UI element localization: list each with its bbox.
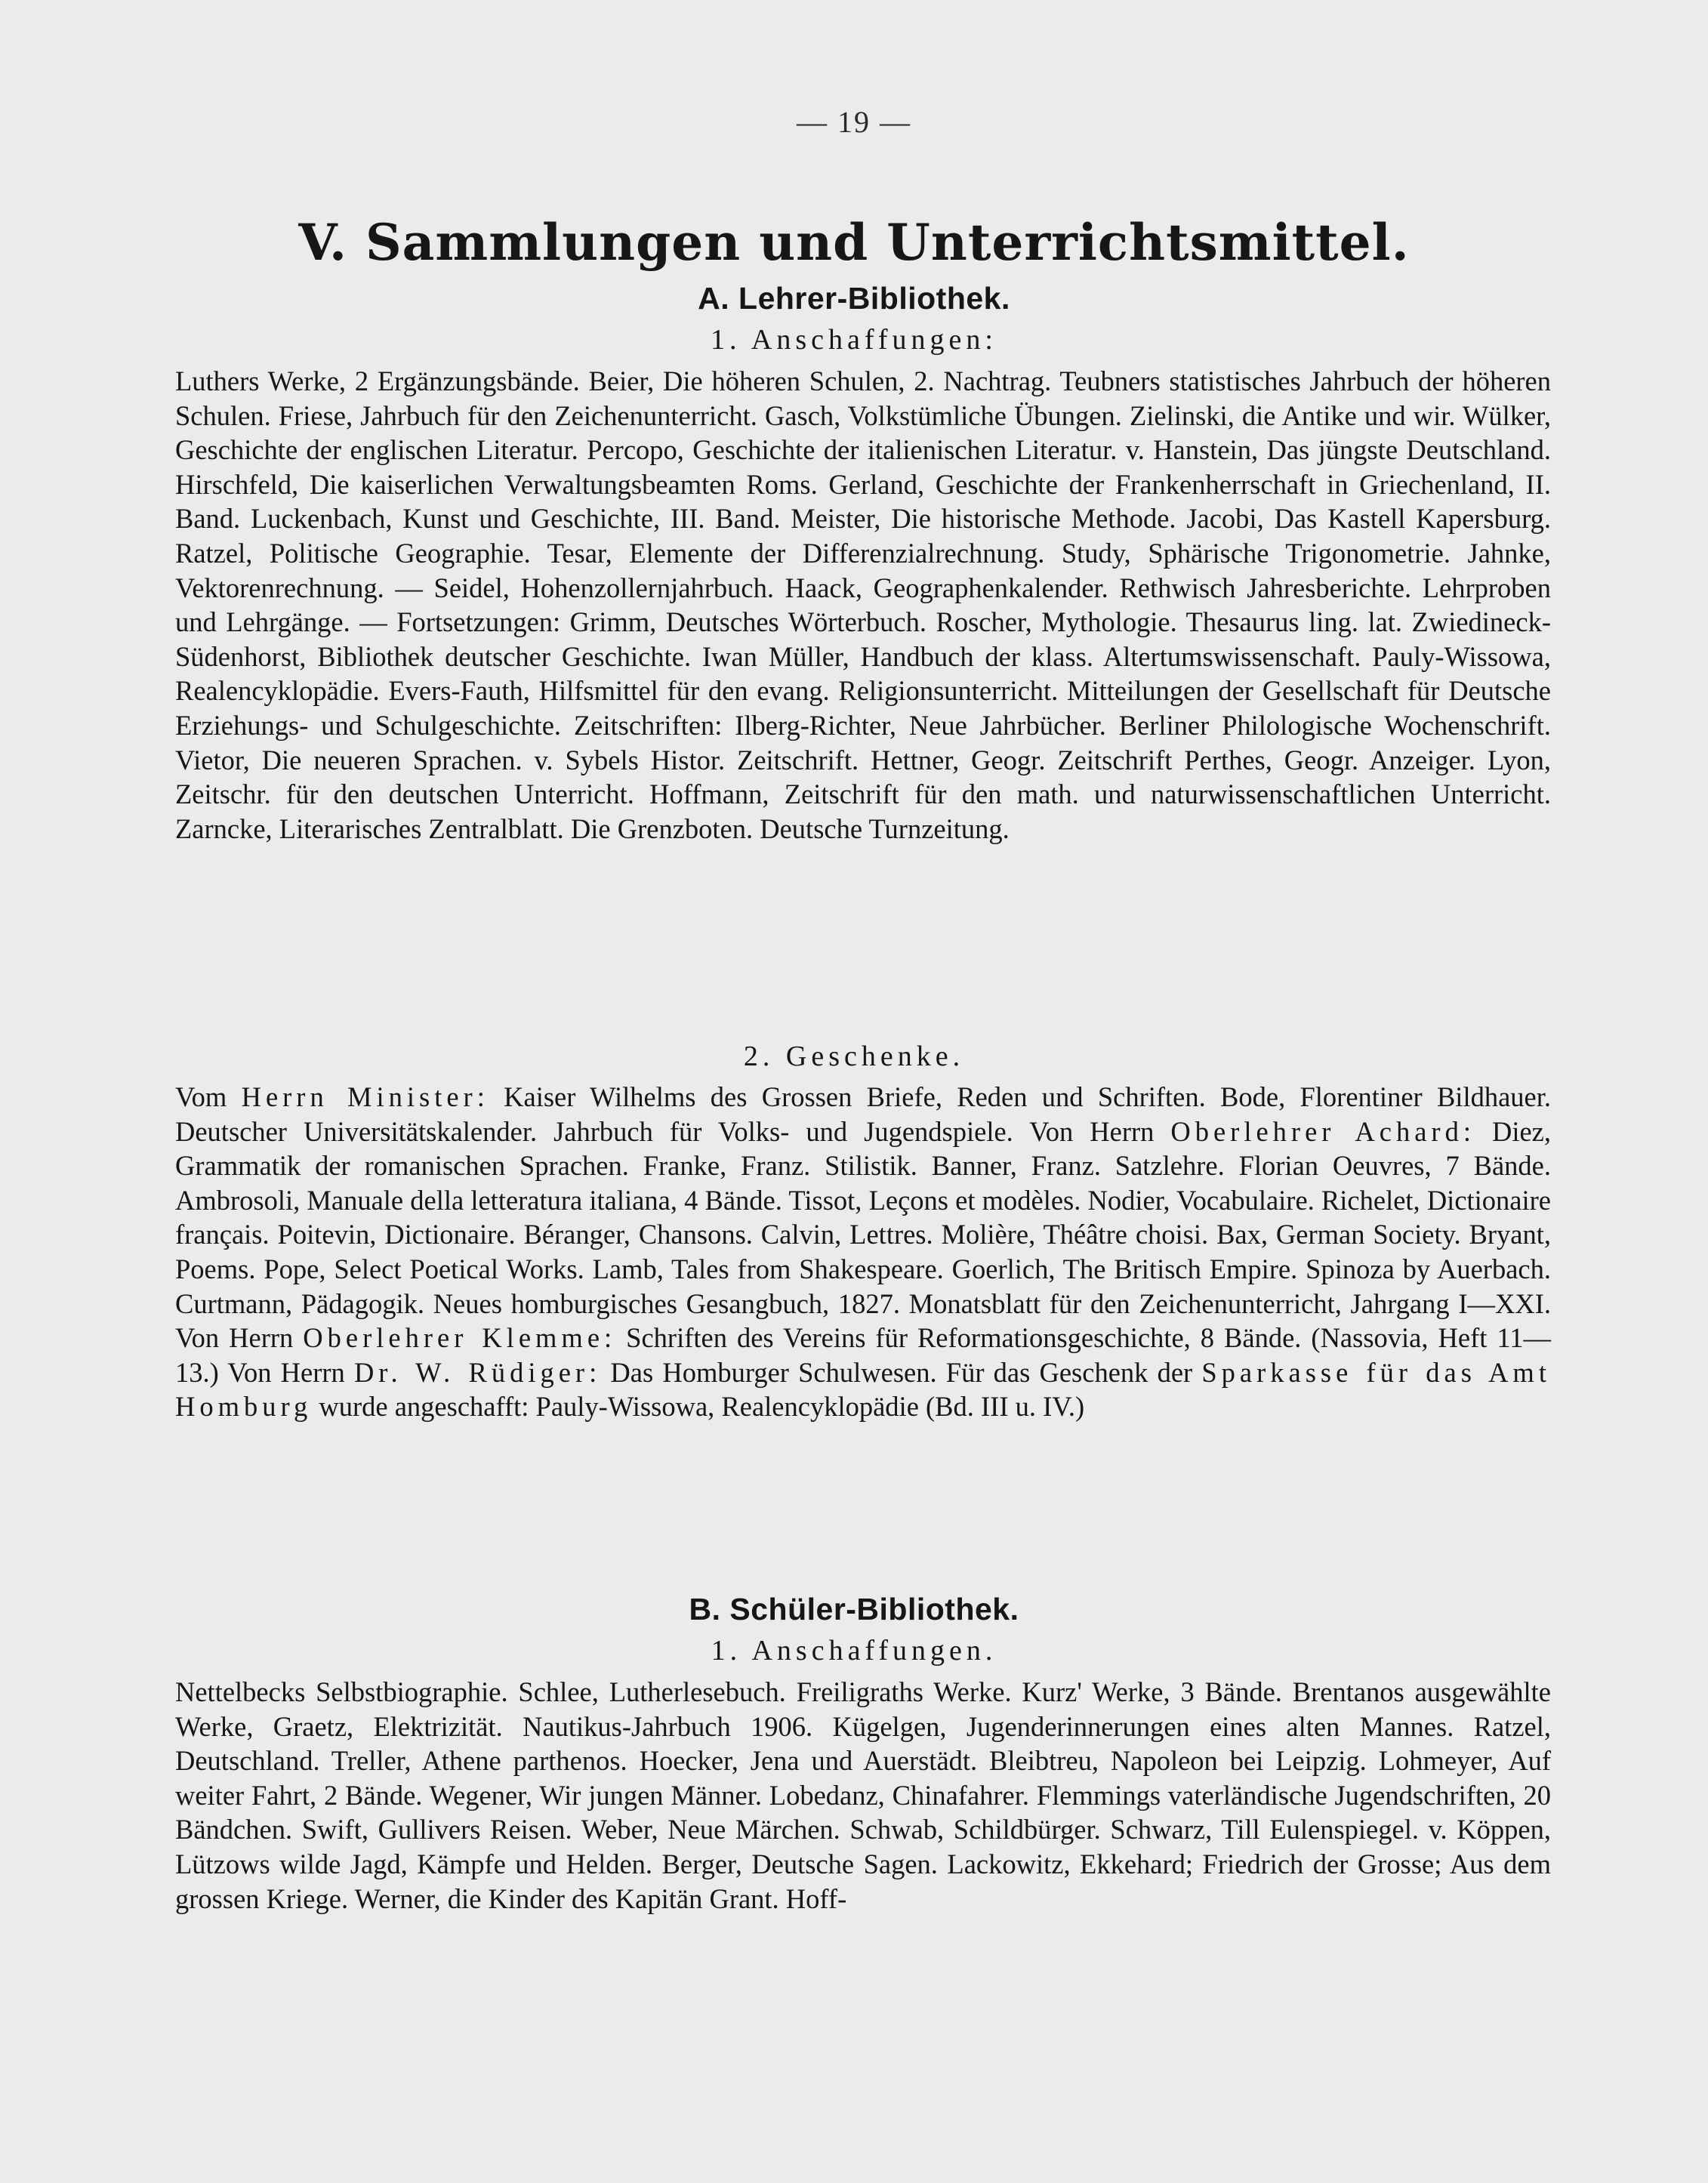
- donor-sparkasse: Sparkasse für das Amt Homburg: [175, 1356, 1551, 1423]
- section-a-heading: A. Lehrer-Bibliothek.: [698, 281, 1010, 316]
- section-a-gifts-heading: 2. Geschenke.: [743, 1041, 965, 1072]
- section-b-heading: B. Schüler-Bibliothek.: [689, 1592, 1019, 1626]
- gifts-text-4: Schriften des Vereins für Reformationsgeschichte, 8 Bände. (Nassovia, Heft 11—13.) Von Herrn: [175, 1322, 1552, 1388]
- gifts-text-1: Vom: [175, 1081, 242, 1112]
- chapter-title: V. Sammlungen und Unterrichtsmittel.: [298, 213, 1410, 272]
- section-b-acquisitions-heading: 1. Anschaffungen.: [711, 1635, 997, 1667]
- donor-klemme: Oberlehrer Klemme:: [303, 1322, 617, 1354]
- section-a-acquisitions-heading: 1. Anschaffungen:: [711, 324, 997, 356]
- section-a-gifts-text: [175, 1080, 1551, 1424]
- page-number: — 19 —: [797, 105, 911, 139]
- gifts-text-2: Kaiser Wilhelms des Grossen Briefe, Reden und Schriften. Bode, Florentiner Bildhauer. Deutscher Universitätskalender. Jahrbuch für Volks- und Jugendspiele. Von Herrn: [175, 1081, 1552, 1147]
- gifts-text-6: wurde angeschafft: Pauly-Wissowa, Realencyklopädie (Bd. III u. IV.): [312, 1391, 1085, 1423]
- donor-minister: Herrn Minister:: [241, 1081, 489, 1112]
- gifts-text-3: Diez, Grammatik der romanischen Sprachen. Franke, Franz. Stilistik. Banner, Franz. Satzlehre. Florian Oeuvres, 7 Bände. Ambrosoli, Manuale della letteratura italiana, 4 Bände. Tissot, Leçons et modèles. Nodier, Vocabulaire. Richelet, Dictionaire français. Poitevin, Dictionaire. Béranger, Chansons. Calvin, Lettres. Molière, Théâtre choisi. Bax, German Society. Bryant, Poems. Pope, Select Poetical Works. Lamb, Tales from Shakespeare. Goerlich, The Britisch Empire. Spinoza by Auerbach. Curtmann, Pädagogik. Neues homburgisches Gesangbuch, 1827. Monatsblatt für den Zeichenunterricht, Jahrgang I—XXI. Von Herrn: [175, 1115, 1552, 1354]
- section-b-acquisitions-text: Nettelbecks Selbstbiographie. Schlee, Lutherlesebuch. Freiligraths Werke. Kurz' Werke, 3 Bände. Brentanos ausgewählte Werke, Graetz, Elektrizität. Nautikus-Jahrbuch 1906. Kügelgen, Jugenderinnerungen eines alten Mannes. Ratzel, Deutschland. Treller, Athene parthenos. Hoecker, Jena und Auerstädt. Bleibtreu, Napoleon bei Leipzig. Lohmeyer, Auf weiter Fahrt, 2 Bände. Wegener, Wir jungen Männer. Lobedanz, Chinafahrer. Flemmings vaterländische Jugendschriften, 20 Bändchen. Swift, Gullivers Reisen. Weber, Neue Märchen. Schwab, Schildbürger. Schwarz, Till Eulenspiegel. v. Köppen, Lützows wilde Jagd, Kämpfe und Helden. Berger, Deutsche Sagen. Lackowitz, Ekkehard; Friedrich der Grosse; Aus dem grossen Kriege. Werner, die Kinder des Kapitän Grant. Hoff-: [175, 1676, 1551, 1914]
- donor-achard: Oberlehrer Achard:: [1170, 1115, 1475, 1147]
- donor-ruediger: Dr. W. Rüdiger:: [353, 1356, 602, 1388]
- section-a-acquisitions-text: Luthers Werke, 2 Ergänzungsbände. Beier, Die höheren Schulen, 2. Nachtrag. Teubners statistisches Jahrbuch der höheren Schulen. Friese, Jahrbuch für den Zeichenunterricht. Gasch, Volkstümliche Übungen. Zielinski, die Antike und wir. Wülker, Geschichte der englischen Literatur. Percopo, Geschichte der italienischen Literatur. v. Hanstein, Das jüngste Deutschland. Hirschfeld, Die kaiserlichen Verwaltungsbeamten Roms. Gerland, Geschichte der Frankenherrschaft in Griechenland, II. Band. Luckenbach, Kunst und Geschichte, III. Band. Meister, Die historische Methode. Jacobi, Das Kastell Kapersburg. Ratzel, Politische Geographie. Tesar, Elemente der Differenzialrechnung. Study, Sphärische Trigonometrie. Jahnke, Vektorenrechnung. — Seidel, Hohenzollernjahrbuch. Haack, Geographenkalender. Rethwisch Jahresberichte. Lehrproben und Lehrgänge. — Fortsetzungen: Grimm, Deutsches Wörterbuch. Roscher, Mythologie. Thesaurus ling. lat. Zwiedineck-Südenhorst, Bibliothek deutscher Geschichte. Iwan Müller, Handbuch der klass. Altertumswissenschaft. Pauly-Wissowa, Realencyklopädie. Evers-Fauth, Hilfsmittel für den evang. Religionsunterricht. Mitteilungen der Gesellschaft für Deutsche Erziehungs- und Schulgeschichte. Zeitschriften: Ilberg-Richter, Neue Jahrbücher. Berliner Philologische Wochenschrift. Vietor, Die neueren Sprachen. v. Sybels Histor. Zeitschrift. Hettner, Geogr. Zeitschrift Perthes, Geogr. Anzeiger. Lyon, Zeitschr. für den deutschen Unterricht. Hoffmann, Zeitschrift für den math. und naturwissenschaftlichen Unterricht. Zarncke, Literarisches Zentralblatt. Die Grenzboten. Deutsche Turnzeitung.: [175, 365, 1551, 844]
- gifts-text-5: Das Homburger Schulwesen. Für das Geschenk der: [601, 1356, 1202, 1388]
